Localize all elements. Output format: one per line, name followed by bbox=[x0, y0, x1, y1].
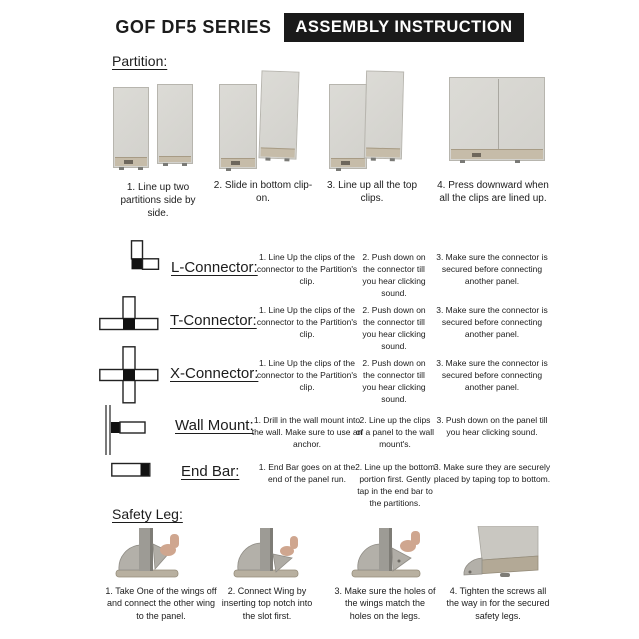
partition-figure-4 bbox=[449, 77, 547, 169]
t-connector-step-3: 3. Make sure the connector is secured before connecting another panel. bbox=[436, 305, 548, 340]
safety-leg-step-2: 2. Connect Wing by inserting top notch into the slot first. bbox=[221, 586, 313, 621]
safety-leg-step-4: 4. Tighten the screws all the way in for the secured safety legs. bbox=[446, 586, 550, 621]
partition-step-1: 1. Line up two partitions side by side. bbox=[120, 182, 196, 220]
safety-leg-figure-2 bbox=[230, 528, 304, 580]
wall-mount-label: Wall Mount: bbox=[175, 417, 254, 434]
partition-figure-2 bbox=[219, 71, 305, 171]
series-title: GOF DF5 SERIES bbox=[115, 17, 272, 37]
partition-step-3: 3. Line up all the top clips. bbox=[326, 180, 418, 205]
partition-figure-3 bbox=[329, 71, 415, 171]
l-connector-step-1: 1. Line Up the clips of the connector to the Partition's clip. bbox=[256, 252, 358, 287]
x-connector-icon bbox=[99, 346, 159, 404]
end-bar-label: End Bar: bbox=[181, 463, 240, 480]
t-connector-step-2: 2. Push down on the connector till you hear clicking sound. bbox=[362, 305, 426, 352]
wall-mount-step-3: 3. Push down on the panel till you hear clicking sound. bbox=[436, 415, 548, 438]
safety-leg-figure-1 bbox=[110, 528, 184, 580]
x-connector-step-2: 2. Push down on the connector till you hear clicking sound. bbox=[362, 358, 426, 405]
safety-leg-step-3: 3. Make sure the holes of the wings match the holes on the legs. bbox=[334, 586, 436, 621]
header bbox=[0, 13, 639, 42]
safety-leg-section-label: Safety Leg: bbox=[112, 506, 183, 522]
l-connector-step-2: 2. Push down on the connector till you hear clicking sound. bbox=[362, 252, 426, 299]
t-connector-label: T-Connector: bbox=[170, 312, 257, 329]
end-bar-step-1: 1. End Bar goes on at the end of the panel run. bbox=[258, 462, 356, 485]
end-bar-icon bbox=[111, 462, 151, 478]
wall-mount-step-2: 2. Line up the clips of a panel to the wall mount's. bbox=[356, 415, 434, 450]
partition-section-label: Partition: bbox=[112, 53, 168, 69]
x-connector-step-1: 1. Line Up the clips of the connector to the Partition's clip. bbox=[256, 358, 358, 393]
partition-step-4: 4. Press downward when all the clips are lined up. bbox=[437, 180, 549, 205]
assembly-instruction-banner: ASSEMBLY INSTRUCTION bbox=[284, 13, 523, 42]
t-connector-step-1: 1. Line Up the clips of the connector to the Partition's clip. bbox=[256, 305, 358, 340]
partition-step-2: 2. Slide in bottom clip-on. bbox=[213, 180, 313, 205]
end-bar-step-2: 2. Line up the bottom portion first. Gently tap in the end bar to the partitions. bbox=[355, 462, 435, 509]
safety-leg-figure-3 bbox=[350, 528, 424, 580]
wall-mount-step-1: 1. Drill in the wall mount into the wall. Make sure to use an anchor. bbox=[251, 415, 363, 450]
x-connector-label: X-Connector: bbox=[170, 365, 259, 382]
safety-leg-step-1: 1. Take One of the wings off and connect the other wing to the panel. bbox=[105, 586, 217, 621]
l-connector-label: L-Connector: bbox=[171, 259, 258, 276]
t-connector-icon bbox=[99, 296, 159, 332]
l-connector-icon bbox=[118, 240, 160, 282]
safety-leg-figure-4 bbox=[460, 526, 540, 582]
l-connector-step-3: 3. Make sure the connector is secured before connecting another panel. bbox=[436, 252, 548, 287]
end-bar-step-3: 3. Make sure they are securely placed by taping top to bottom. bbox=[433, 462, 551, 485]
x-connector-step-3: 3. Make sure the connector is secured before connecting another panel. bbox=[436, 358, 548, 393]
partition-figure-1 bbox=[113, 84, 195, 172]
wall-mount-icon bbox=[104, 405, 150, 455]
